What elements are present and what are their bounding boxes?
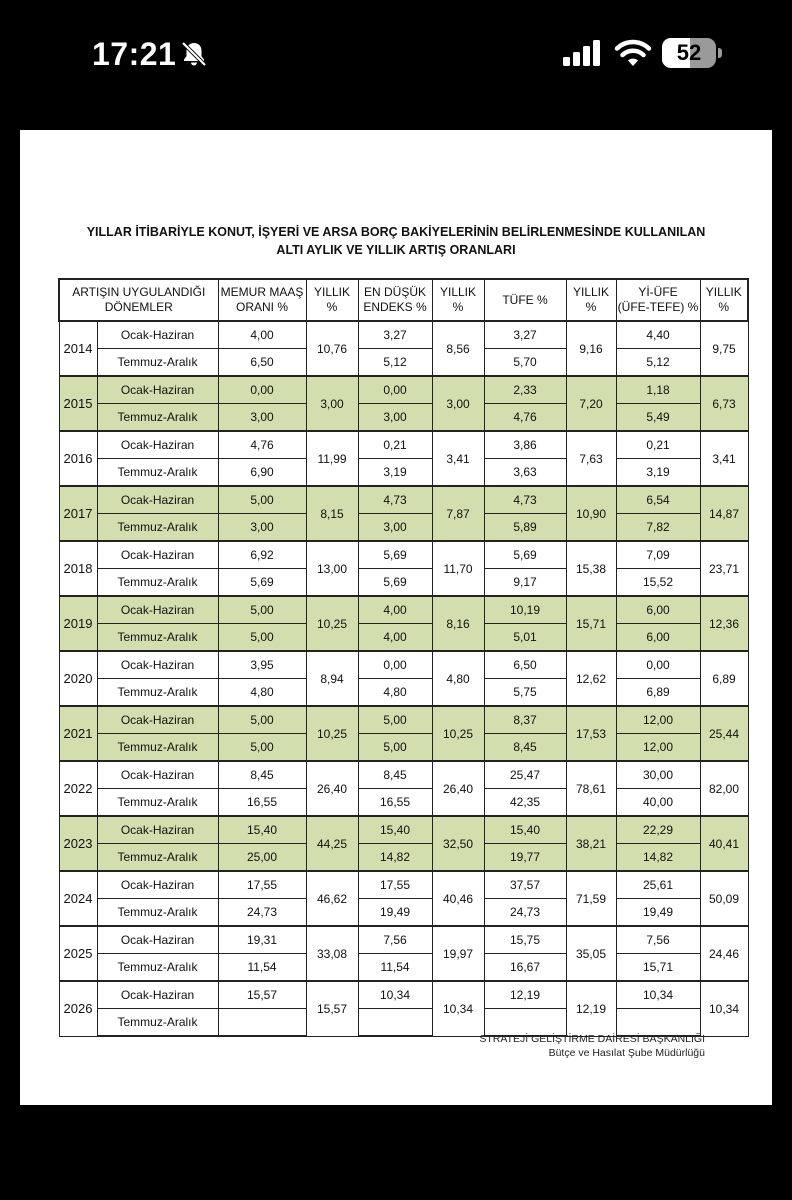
endeks-annual-cell: 8,16 (432, 596, 484, 651)
ufe-value-cell: 22,29 (616, 816, 700, 844)
ufe-annual-cell: 6,73 (700, 376, 748, 431)
endeks-value-cell: 4,00 (358, 624, 432, 652)
ufe-annual-cell: 23,71 (700, 541, 748, 596)
table-row-2020-h1 (59, 651, 748, 679)
endeks-value-cell: 5,00 (358, 706, 432, 734)
endeks-value-cell (358, 1009, 432, 1037)
tufe-value-cell: 8,45 (484, 734, 566, 762)
ufe-annual-cell: 50,09 (700, 871, 748, 926)
memur-annual-cell: 11,99 (306, 431, 358, 486)
period-cell: Ocak-Haziran (97, 431, 218, 459)
memur-value-cell: 6,50 (218, 349, 306, 377)
ufe-value-cell: 12,00 (616, 734, 700, 762)
period-cell: Ocak-Haziran (97, 981, 218, 1009)
tufe-value-cell: 25,47 (484, 761, 566, 789)
endeks-value-cell: 11,54 (358, 954, 432, 982)
endeks-annual-cell: 32,50 (432, 816, 484, 871)
endeks-value-cell: 15,40 (358, 816, 432, 844)
tufe-value-cell: 3,86 (484, 431, 566, 459)
status-time: 17:21 (92, 36, 177, 72)
period-cell: Temmuz-Aralık (97, 789, 218, 817)
footer (479, 1032, 705, 1060)
memur-annual-cell: 8,15 (306, 486, 358, 541)
table-row-2025-h2 (59, 954, 748, 982)
period-cell: Ocak-Haziran (97, 926, 218, 954)
endeks-value-cell: 4,73 (358, 486, 432, 514)
title-line-2: ALTI AYLIK VE YILLIK ARTIŞ ORANLARI (276, 243, 516, 257)
tufe-value-cell: 6,50 (484, 651, 566, 679)
period-cell: Ocak-Haziran (97, 706, 218, 734)
tufe-value-cell: 3,63 (484, 459, 566, 487)
tufe-value-cell: 5,01 (484, 624, 566, 652)
footer-line-2: Bütçe ve Hasılat Şube Müdürlüğü (548, 1047, 705, 1059)
period-cell: Temmuz-Aralık (97, 679, 218, 707)
ufe-value-cell: 10,34 (616, 981, 700, 1009)
title-line-1: YILLAR İTİBARİYLE KONUT, İŞYERİ VE ARSA BORÇ BAKİYELERİNİN BELİRLENMESİNDE KULLANILAN (86, 225, 706, 239)
table-row-2014-h1 (59, 321, 748, 349)
ufe-annual-cell: 6,89 (700, 651, 748, 706)
ufe-value-cell: 5,49 (616, 404, 700, 432)
ufe-value-cell: 25,61 (616, 871, 700, 899)
table-row-2015-h2 (59, 404, 748, 432)
document-page (20, 130, 772, 1105)
year-cell: 2019 (59, 596, 97, 651)
memur-value-cell: 6,92 (218, 541, 306, 569)
memur-value-cell: 3,00 (218, 404, 306, 432)
memur-value-cell: 4,00 (218, 321, 306, 349)
endeks-value-cell: 14,82 (358, 844, 432, 872)
period-cell: Ocak-Haziran (97, 486, 218, 514)
tufe-value-cell: 37,57 (484, 871, 566, 899)
table-row-2022-h1 (59, 761, 748, 789)
endeks-value-cell: 3,27 (358, 321, 432, 349)
ufe-value-cell: 6,00 (616, 624, 700, 652)
memur-annual-cell: 44,25 (306, 816, 358, 871)
tufe-value-cell: 5,69 (484, 541, 566, 569)
period-cell: Temmuz-Aralık (97, 734, 218, 762)
ufe-value-cell: 7,09 (616, 541, 700, 569)
ufe-value-cell: 30,00 (616, 761, 700, 789)
memur-value-cell: 19,31 (218, 926, 306, 954)
ufe-value-cell: 3,19 (616, 459, 700, 487)
tufe-value-cell: 24,73 (484, 899, 566, 927)
ufe-value-cell: 15,71 (616, 954, 700, 982)
endeks-value-cell: 0,00 (358, 376, 432, 404)
memur-annual-cell: 15,57 (306, 981, 358, 1036)
endeks-value-cell: 5,00 (358, 734, 432, 762)
memur-value-cell: 5,00 (218, 624, 306, 652)
endeks-value-cell: 3,00 (358, 514, 432, 542)
endeks-annual-cell: 40,46 (432, 871, 484, 926)
endeks-annual-cell: 26,40 (432, 761, 484, 816)
ufe-annual-cell: 24,46 (700, 926, 748, 981)
tufe-annual-cell: 12,19 (566, 981, 616, 1036)
memur-value-cell: 15,40 (218, 816, 306, 844)
table-row-2023-h2 (59, 844, 748, 872)
tufe-annual-cell: 7,20 (566, 376, 616, 431)
tufe-annual-cell: 15,38 (566, 541, 616, 596)
period-cell: Ocak-Haziran (97, 541, 218, 569)
endeks-value-cell: 7,56 (358, 926, 432, 954)
tufe-value-cell: 15,40 (484, 816, 566, 844)
endeks-value-cell: 19,49 (358, 899, 432, 927)
header-endeks: EN DÜŞÜK ENDEKS % (358, 279, 432, 321)
memur-annual-cell: 46,62 (306, 871, 358, 926)
ufe-value-cell: 1,18 (616, 376, 700, 404)
tufe-annual-cell: 10,90 (566, 486, 616, 541)
table-row-2022-h2 (59, 789, 748, 817)
period-cell: Temmuz-Aralık (97, 954, 218, 982)
period-cell: Ocak-Haziran (97, 321, 218, 349)
period-cell: Temmuz-Aralık (97, 624, 218, 652)
tufe-value-cell: 8,37 (484, 706, 566, 734)
endeks-annual-cell: 10,25 (432, 706, 484, 761)
header-ufe-annual: YILLIK % (700, 279, 748, 321)
memur-value-cell: 16,55 (218, 789, 306, 817)
ufe-annual-cell: 25,44 (700, 706, 748, 761)
endeks-value-cell: 5,69 (358, 541, 432, 569)
memur-value-cell: 5,69 (218, 569, 306, 597)
period-cell: Temmuz-Aralık (97, 514, 218, 542)
ufe-value-cell: 7,56 (616, 926, 700, 954)
endeks-value-cell: 5,69 (358, 569, 432, 597)
table-row-2021-h2 (59, 734, 748, 762)
endeks-annual-cell: 3,41 (432, 431, 484, 486)
year-cell: 2021 (59, 706, 97, 761)
memur-annual-cell: 10,25 (306, 706, 358, 761)
endeks-value-cell: 4,80 (358, 679, 432, 707)
table-row-2016-h1 (59, 431, 748, 459)
tufe-annual-cell: 12,62 (566, 651, 616, 706)
tufe-annual-cell: 7,63 (566, 431, 616, 486)
ufe-value-cell: 15,52 (616, 569, 700, 597)
ufe-annual-cell: 40,41 (700, 816, 748, 871)
ufe-value-cell: 14,82 (616, 844, 700, 872)
endeks-annual-cell: 11,70 (432, 541, 484, 596)
year-cell: 2017 (59, 486, 97, 541)
ufe-value-cell: 0,00 (616, 651, 700, 679)
ufe-annual-cell: 9,75 (700, 321, 748, 376)
table-row-2018-h1 (59, 541, 748, 569)
year-cell: 2016 (59, 431, 97, 486)
tufe-annual-cell: 71,59 (566, 871, 616, 926)
memur-value-cell: 25,00 (218, 844, 306, 872)
memur-value-cell: 5,00 (218, 706, 306, 734)
table-row-2026-h1 (59, 981, 748, 1009)
table-row-2019-h1 (59, 596, 748, 624)
endeks-value-cell: 16,55 (358, 789, 432, 817)
endeks-annual-cell: 10,34 (432, 981, 484, 1036)
year-cell: 2020 (59, 651, 97, 706)
ufe-value-cell: 12,00 (616, 706, 700, 734)
endeks-value-cell: 3,00 (358, 404, 432, 432)
ufe-annual-cell: 12,36 (700, 596, 748, 651)
memur-annual-cell: 8,94 (306, 651, 358, 706)
memur-value-cell: 15,57 (218, 981, 306, 1009)
tufe-value-cell: 4,76 (484, 404, 566, 432)
memur-annual-cell: 26,40 (306, 761, 358, 816)
table-row-2017-h1 (59, 486, 748, 514)
ufe-value-cell: 7,82 (616, 514, 700, 542)
period-cell: Temmuz-Aralık (97, 899, 218, 927)
memur-annual-cell: 3,00 (306, 376, 358, 431)
endeks-value-cell: 17,55 (358, 871, 432, 899)
header-memur: MEMUR MAAŞ ORANI % (218, 279, 306, 321)
memur-annual-cell: 10,76 (306, 321, 358, 376)
battery-percentage: 52 (676, 40, 702, 65)
wifi-icon (614, 38, 652, 68)
endeks-value-cell: 0,21 (358, 431, 432, 459)
memur-value-cell: 8,45 (218, 761, 306, 789)
table-row-2021-h1 (59, 706, 748, 734)
table-row-2024-h1 (59, 871, 748, 899)
tufe-annual-cell: 9,16 (566, 321, 616, 376)
memur-value-cell (218, 1009, 306, 1037)
header-tufe: TÜFE % (484, 279, 566, 321)
endeks-annual-cell: 19,97 (432, 926, 484, 981)
header-endeks-annual: YILLIK % (432, 279, 484, 321)
memur-annual-cell: 10,25 (306, 596, 358, 651)
tufe-value-cell: 15,75 (484, 926, 566, 954)
endeks-value-cell: 5,12 (358, 349, 432, 377)
table-header-row (59, 279, 748, 321)
endeks-value-cell: 10,34 (358, 981, 432, 1009)
ufe-value-cell: 6,00 (616, 596, 700, 624)
year-cell: 2026 (59, 981, 97, 1036)
period-cell: Temmuz-Aralık (97, 459, 218, 487)
period-cell: Temmuz-Aralık (97, 569, 218, 597)
header-period: ARTIŞIN UYGULANDIĞI DÖNEMLER (59, 279, 218, 321)
year-cell: 2024 (59, 871, 97, 926)
endeks-annual-cell: 7,87 (432, 486, 484, 541)
ufe-value-cell: 6,89 (616, 679, 700, 707)
year-cell: 2025 (59, 926, 97, 981)
memur-value-cell: 0,00 (218, 376, 306, 404)
ufe-value-cell: 0,21 (616, 431, 700, 459)
year-cell: 2022 (59, 761, 97, 816)
period-cell: Ocak-Haziran (97, 376, 218, 404)
period-cell: Ocak-Haziran (97, 761, 218, 789)
ufe-value-cell: 40,00 (616, 789, 700, 817)
header-tufe-annual: YILLIK % (566, 279, 616, 321)
tufe-annual-cell: 35,05 (566, 926, 616, 981)
table-row-2019-h2 (59, 624, 748, 652)
tufe-value-cell: 12,19 (484, 981, 566, 1009)
memur-value-cell: 5,00 (218, 734, 306, 762)
table-row-2024-h2 (59, 899, 748, 927)
year-cell: 2023 (59, 816, 97, 871)
ufe-value-cell: 19,49 (616, 899, 700, 927)
table-row-2014-h2 (59, 349, 748, 377)
memur-value-cell: 5,00 (218, 596, 306, 624)
tufe-value-cell: 16,67 (484, 954, 566, 982)
tufe-annual-cell: 17,53 (566, 706, 616, 761)
memur-value-cell: 4,76 (218, 431, 306, 459)
tufe-value-cell: 2,33 (484, 376, 566, 404)
ufe-annual-cell: 14,87 (700, 486, 748, 541)
tufe-annual-cell: 78,61 (566, 761, 616, 816)
endeks-value-cell: 0,00 (358, 651, 432, 679)
tufe-value-cell: 9,17 (484, 569, 566, 597)
year-cell: 2014 (59, 321, 97, 376)
tufe-value-cell: 5,75 (484, 679, 566, 707)
ufe-annual-cell: 3,41 (700, 431, 748, 486)
period-cell: Ocak-Haziran (97, 651, 218, 679)
rates-table (58, 278, 749, 1037)
tufe-value-cell: 5,89 (484, 514, 566, 542)
period-cell: Ocak-Haziran (97, 871, 218, 899)
ufe-value-cell: 5,12 (616, 349, 700, 377)
memur-annual-cell: 33,08 (306, 926, 358, 981)
period-cell: Ocak-Haziran (97, 816, 218, 844)
tufe-value-cell: 5,70 (484, 349, 566, 377)
tufe-value-cell: 10,19 (484, 596, 566, 624)
period-cell: Temmuz-Aralık (97, 349, 218, 377)
memur-annual-cell: 13,00 (306, 541, 358, 596)
document-title (20, 223, 772, 259)
table-row-2020-h2 (59, 679, 748, 707)
tufe-annual-cell: 15,71 (566, 596, 616, 651)
memur-value-cell: 11,54 (218, 954, 306, 982)
bell-muted-icon (180, 40, 208, 68)
memur-value-cell: 3,00 (218, 514, 306, 542)
table-row-2025-h1 (59, 926, 748, 954)
table-row-2016-h2 (59, 459, 748, 487)
memur-value-cell: 4,80 (218, 679, 306, 707)
period-cell: Ocak-Haziran (97, 596, 218, 624)
status-bar (0, 0, 792, 110)
header-memur-annual: YILLIK % (306, 279, 358, 321)
table-row-2017-h2 (59, 514, 748, 542)
endeks-annual-cell: 8,56 (432, 321, 484, 376)
endeks-annual-cell: 4,80 (432, 651, 484, 706)
tufe-value-cell: 19,77 (484, 844, 566, 872)
tufe-value-cell: 3,27 (484, 321, 566, 349)
memur-value-cell: 3,95 (218, 651, 306, 679)
period-cell: Temmuz-Aralık (97, 1009, 218, 1037)
header-ufe: Yİ-ÜFE (ÜFE-TEFE) % (616, 279, 700, 321)
table-row-2018-h2 (59, 569, 748, 597)
tufe-value-cell: 42,35 (484, 789, 566, 817)
period-cell: Temmuz-Aralık (97, 844, 218, 872)
year-cell: 2015 (59, 376, 97, 431)
memur-value-cell: 5,00 (218, 486, 306, 514)
endeks-value-cell: 3,19 (358, 459, 432, 487)
ufe-annual-cell: 82,00 (700, 761, 748, 816)
ufe-annual-cell: 10,34 (700, 981, 748, 1036)
memur-value-cell: 6,90 (218, 459, 306, 487)
tufe-annual-cell: 38,21 (566, 816, 616, 871)
ufe-value-cell: 6,54 (616, 486, 700, 514)
endeks-value-cell: 8,45 (358, 761, 432, 789)
period-cell: Temmuz-Aralık (97, 404, 218, 432)
table-row-2015-h1 (59, 376, 748, 404)
endeks-annual-cell: 3,00 (432, 376, 484, 431)
footer-line-1: STRATEJİ GELİŞTİRME DAİRESİ BAŞKANLIĞI (479, 1033, 705, 1045)
cellular-signal-icon (563, 40, 603, 66)
year-cell: 2018 (59, 541, 97, 596)
ufe-value-cell: 4,40 (616, 321, 700, 349)
battery-icon (662, 38, 716, 68)
table-body (59, 321, 748, 1036)
memur-value-cell: 17,55 (218, 871, 306, 899)
table-row-2023-h1 (59, 816, 748, 844)
battery-tip (718, 48, 722, 58)
tufe-value-cell: 4,73 (484, 486, 566, 514)
endeks-value-cell: 4,00 (358, 596, 432, 624)
memur-value-cell: 24,73 (218, 899, 306, 927)
